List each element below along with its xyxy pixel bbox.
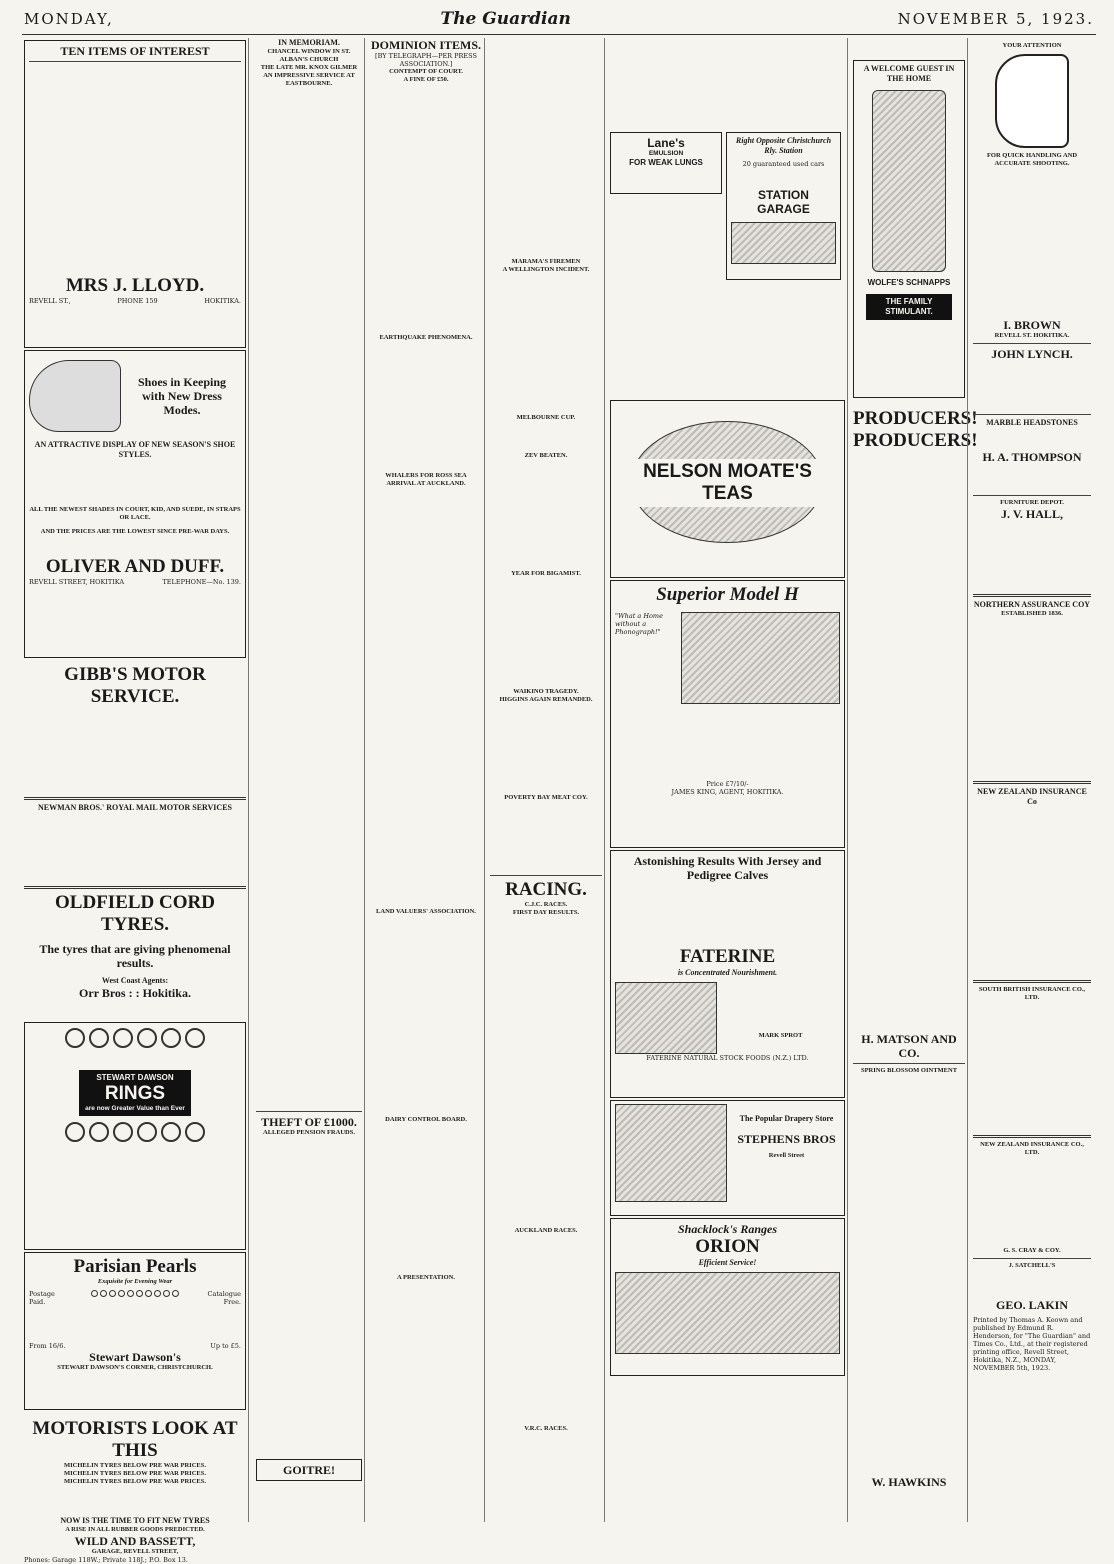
body-text (24, 708, 246, 794)
brown-address: REVELL ST. HOKITIKA. (994, 332, 1070, 339)
michelin-line-2: MICHELIN TYRES BELOW PRE WAR PRICES. (64, 1470, 206, 1477)
lanes-column (610, 130, 722, 398)
body-text (973, 428, 1091, 450)
matson-name: H. MATSON AND CO. (861, 1032, 957, 1060)
faterine-foods-line: FATERINE NATURAL STOCK FOODS (N.Z.) LTD. (646, 1054, 809, 1062)
orion-label: ORION (695, 1236, 760, 1257)
divider (973, 1135, 1091, 1138)
masthead-rule (22, 34, 1096, 35)
land-valuers-heading: LAND VALUERS' ASSOCIATION. (376, 908, 476, 915)
established-line: ESTABLISHED 1836. (1001, 610, 1063, 617)
column-3 (370, 38, 482, 1522)
emulsion-label: EMULSION (648, 150, 684, 157)
printer-imprint: Printed by Thomas A. Keown and published by Edmund R. Henderson, for "The Guardian" and Times Co., Ltd., at their registered printing office, Revell Street, Hokitika, N.Z., MONDAY, NOVEMBER 5th, 1923. (973, 1316, 1091, 1372)
column-5 (610, 38, 845, 1522)
memoriam-sub-2: THE LATE MR. KNOX GILMER (260, 64, 358, 71)
wild-bassett-name: WILD AND BASSETT, (74, 1534, 196, 1548)
price-upto: Up to £5. (210, 1342, 241, 1350)
body-text (721, 982, 840, 1032)
now-heading: NOW IS THE TIME TO FIT NEW TYRES (60, 1516, 210, 1525)
nelson-moate-teas-advert (610, 400, 845, 578)
lloyd-advert (24, 40, 246, 348)
body-text (973, 1002, 1091, 1132)
masthead (24, 6, 1094, 32)
body-text (726, 38, 841, 130)
racing-heading: RACING. (505, 879, 587, 900)
body-text (29, 466, 241, 506)
northern-assurance-heading: NORTHERN ASSURANCE COY (973, 600, 1091, 609)
body-text (490, 704, 602, 794)
nz-insurance-heading: NEW ZEALAND INSURANCE Co (977, 787, 1087, 806)
top-adverts-row (610, 38, 845, 130)
oliver-telephone: TELEPHONE—No. 139. (162, 578, 241, 586)
body-text (490, 802, 602, 872)
pointing-hand-icon (995, 54, 1069, 148)
station-column (726, 130, 841, 398)
motorists-heading: MOTORISTS LOOK AT THIS (32, 1418, 238, 1461)
shoes-row (29, 360, 241, 432)
lanes-station-row (610, 130, 845, 398)
body-text (615, 886, 840, 946)
concentrated-label: is Concentrated Nourishment. (677, 968, 778, 977)
body-text (370, 84, 482, 334)
parisian-heading: Parisian Pearls (73, 1256, 197, 1277)
stephens-bros-name: STEPHENS BROS (737, 1132, 836, 1146)
masthead-paper-title: The Guardian (440, 9, 571, 29)
press-association-line: [BY TELEGRAPH—PER PRESS ASSOCIATION.] (375, 52, 477, 68)
store-illustration (615, 1104, 727, 1202)
zev-heading: ZEV BEATEN. (524, 452, 568, 459)
schnapps-bottle-illustration (872, 90, 946, 272)
used-cars-line: 20 guaranteed used cars (742, 160, 825, 168)
michelin-line-3: MICHELIN TYRES BELOW PRE WAR PRICES. (64, 1478, 206, 1485)
oliver-duff-name: OLIVER AND DUFF. (45, 556, 225, 577)
satchell-name: J. SATCHELL'S (1008, 1262, 1056, 1269)
bigamist-heading: YEAR FOR BIGAMIST. (511, 570, 581, 577)
calf-illustration (615, 982, 717, 1054)
stocks-line: ALL THE NEWEST SHADES IN COURT, KID, AND SUEDE, IN STRAPS OR LACE. (29, 506, 241, 521)
divider (973, 414, 1091, 415)
column-rule (364, 38, 365, 1522)
first-day-heading: FIRST DAY RESULTS. (512, 909, 580, 916)
maramas-heading: MARAMA'S FIREMEN (511, 258, 581, 265)
attention-advert (973, 42, 1091, 148)
rings-label: RINGS (104, 1083, 166, 1104)
body-text (490, 917, 602, 1227)
divider (973, 343, 1091, 344)
body-text (610, 38, 722, 130)
vrc-heading: V.R.C. RACES. (524, 1425, 568, 1432)
auckland-races-heading: AUCKLAND RACES. (514, 1227, 578, 1234)
stephens-bros-advert (610, 1100, 845, 1216)
lloyd-town: HOKITIKA. (204, 297, 241, 305)
parisian-pearls-advert (24, 1252, 246, 1410)
goitre-advert: GOITRE! (256, 1459, 362, 1481)
hall-name: J. V. HALL, (1001, 507, 1063, 521)
theft-heading: THEFT OF £1000. (261, 1115, 357, 1129)
superior-model-heading: Superior Model H (656, 584, 799, 605)
contempt-heading: CONTEMPT OF COURT. (389, 68, 463, 75)
poverty-bay-heading: POVERTY BAY MEAT COY. (504, 794, 588, 801)
higgins-heading: HIGGINS AGAIN REMANDED. (499, 696, 593, 703)
body-text (610, 196, 722, 396)
column-rule (847, 38, 848, 1522)
lloyd-phone: PHONE 159 (117, 297, 158, 305)
orr-bros: Orr Bros : : Hokitika. (79, 986, 191, 1000)
memoriam-sub-1: CHANCEL WINDOW IN ST. ALBAN'S CHURCH (267, 48, 351, 63)
body-text (490, 38, 602, 258)
body-text (853, 38, 965, 58)
shacklock-heading: Shacklock's Ranges (677, 1222, 777, 1236)
newman-heading: NEWMAN BROS.' ROYAL MAIL MOTOR SERVICES (38, 803, 232, 812)
column-1 (24, 38, 246, 1564)
lloyd-address-row (29, 297, 241, 305)
lloyd-address: REVELL ST., (29, 297, 71, 305)
body-text (24, 1486, 246, 1516)
pearls-row (29, 1290, 241, 1306)
masthead-day: MONDAY, (24, 10, 114, 28)
attention-label: YOUR ATTENTION (1002, 42, 1062, 49)
family-stimulant-label: THE FAMILY STIMULANT. (866, 294, 952, 320)
column-rule (484, 38, 485, 1522)
masthead-date: NOVEMBER 5, 1923. (897, 10, 1094, 28)
catalogue-label: Catalogue Free. (207, 1290, 241, 1306)
divider (853, 1063, 965, 1064)
oliver-contact-row (29, 578, 241, 586)
south-british-heading: SOUTH BRITISH INSURANCE CO., LTD. (978, 986, 1086, 1001)
wild-bassett-phones: Phones: Garage 118W.; Private 118J.; P.O. Box 13. (24, 1556, 188, 1564)
presentation-heading: A PRESENTATION. (397, 1274, 455, 1281)
home-quote: "What a Home without a Phonograph!" (615, 612, 663, 636)
ten-items-heading: TEN ITEMS OF INTEREST (60, 44, 210, 58)
shoes-heading: Shoes in Keeping with New Dress Modes. (137, 375, 227, 417)
whalers-heading: WHALERS FOR ROSS SEA (385, 472, 467, 479)
station-garage-name: STATION GARAGE (757, 188, 810, 216)
dairy-heading: DAIRY CONTROL BOARD. (385, 1116, 467, 1123)
nz-insurance-2-heading: NEW ZEALAND INSURANCE CO., LTD. (980, 1141, 1084, 1156)
dominion-heading: DOMINION ITEMS. (370, 38, 481, 52)
body-text (490, 578, 602, 688)
body-text (973, 1157, 1091, 1247)
divider (490, 875, 602, 876)
agents-label: West Coast Agents: (101, 976, 169, 985)
revell-street-label: Revell Street (768, 1152, 805, 1159)
cjc-heading: C.J.C. RACES. (524, 901, 568, 908)
display-heading: AN ATTRACTIVE DISPLAY OF NEW SEASON'S SHOE STYLES. (34, 440, 236, 459)
oliver-duff-advert (24, 350, 246, 658)
rings-banner (79, 1070, 191, 1116)
memoriam-heading: IN MEMORIAM. (278, 38, 340, 47)
oldfield-heading: OLDFIELD CORD TYRES. (55, 892, 215, 935)
michelin-line-1: MICHELIN TYRES BELOW PRE WAR PRICES. (64, 1462, 206, 1469)
body-text (853, 452, 965, 1032)
arrival-heading: ARRIVAL AT AUCKLAND. (386, 480, 466, 487)
lanes-emulsion-advert (610, 132, 722, 194)
wolfes-schnapps-advert (853, 60, 965, 398)
divider (24, 797, 246, 800)
lloyd-name: MRS J. LLOYD. (65, 275, 205, 296)
body-text (973, 1270, 1091, 1298)
body-text (256, 1137, 362, 1457)
gibbs-heading: GIBB'S MOTOR SERVICE. (64, 664, 206, 707)
faterine-advert (610, 850, 845, 1098)
memoriam-sub-3: AN IMPRESSIVE SERVICE AT EASTBOURNE. (263, 72, 355, 87)
column-2 (256, 38, 362, 1522)
body-text (24, 1000, 246, 1020)
faterine-label: FATERINE (679, 946, 776, 967)
furniture-heading: FURNITURE DEPOT. (1000, 499, 1064, 506)
hawkins-name: W. HAWKINS (871, 1475, 947, 1489)
phonograph-illustration (681, 612, 840, 704)
body-text (973, 168, 1091, 318)
price-range-row (29, 1342, 241, 1350)
oldfield-tagline: The tyres that are giving phenomenal results. (39, 942, 231, 970)
phonograph-price: Price £7/10/- (706, 780, 749, 788)
column-rule (604, 38, 605, 1522)
car-illustration (731, 222, 836, 264)
faterine-row (615, 982, 840, 1054)
cup-heading: MELBOURNE CUP. (516, 414, 576, 421)
body-text (370, 1282, 482, 1422)
rings-subtitle: are now Greater Value than Ever (85, 1105, 185, 1112)
exquisite-line: Exquisite for Evening Wear (97, 1278, 173, 1285)
pearl-necklace (90, 1290, 180, 1306)
marble-heading: MARBLE HEADSTONES (986, 418, 1078, 427)
body-text (490, 274, 602, 414)
body-text (370, 342, 482, 472)
body-text (370, 916, 482, 1116)
rings-row-bottom (29, 1120, 241, 1160)
shoe-illustration (29, 360, 121, 432)
postage-label: Postage Paid. (29, 1290, 55, 1306)
body-text (490, 1433, 602, 1473)
producers-heading: PRODUCERS! PRODUCERS! (853, 408, 978, 451)
body-text (853, 1075, 965, 1475)
column-rule (248, 38, 249, 1522)
divider (256, 1111, 362, 1112)
body-text (726, 282, 841, 398)
rings-row-top (29, 1026, 241, 1066)
divider (973, 495, 1091, 496)
stewart-dawson-rings-advert (24, 1022, 246, 1250)
efficient-service-label: Efficient Service! (698, 1258, 757, 1267)
phonograph-row (615, 612, 840, 704)
lynch-name: JOHN LYNCH. (991, 347, 1073, 361)
column-rule (967, 38, 968, 1522)
body-text (29, 65, 241, 275)
quick-handling-line: FOR QUICK HANDLING AND ACCURATE SHOOTING. (986, 152, 1078, 167)
right-opposite-line: Right Opposite Christchurch Rly. Station (735, 136, 832, 155)
body-text (490, 460, 602, 570)
oliver-address: REVELL STREET, HOKITIKA (29, 578, 125, 586)
stephens-text (733, 1104, 840, 1212)
column-6 (853, 38, 978, 1522)
divider (973, 980, 1091, 983)
body-text (973, 361, 1091, 411)
incident-heading: A WELLINGTON INCIDENT. (502, 266, 590, 273)
popular-drapery: The Popular Drapery Store (739, 1114, 834, 1123)
fine-heading: A FINE OF £50. (403, 76, 449, 83)
body-text (370, 488, 482, 908)
body-text (370, 1124, 482, 1274)
nelson-moate-label: NELSON MOATE'S TEAS (615, 459, 840, 507)
thompson-name: H. A. THOMPSON (982, 450, 1082, 464)
body-text (256, 88, 362, 1108)
prices-line: AND THE PRICES ARE THE LOWEST SINCE PRE-WAR DAYS. (40, 528, 230, 535)
lanes-label: Lane's (647, 136, 685, 150)
earthquake-heading: EARTHQUAKE PHENOMENA. (379, 334, 473, 341)
james-king-agent: JAMES KING, AGENT, HOKITIKA. (671, 788, 784, 796)
divider (973, 1258, 1091, 1259)
column-7 (973, 38, 1091, 1522)
wild-bassett-address: GARAGE, REVELL STREET, (91, 1548, 179, 1555)
stewart-dawsons-name: Stewart Dawson's (89, 1350, 181, 1364)
lakin-name: GEO. LAKIN (995, 1298, 1068, 1312)
astonishing-heading: Astonishing Results With Jersey and Pedigree Calves (633, 854, 822, 882)
divider (973, 781, 1091, 784)
column-4 (490, 38, 602, 1522)
welcome-heading: A WELCOME GUEST IN THE HOME (863, 64, 955, 83)
waikino-heading: WAIKINO TRAGEDY. (513, 688, 579, 695)
price-from: From 16/6. (29, 1342, 66, 1350)
body-text (973, 464, 1091, 492)
divider (973, 594, 1091, 597)
theft-subheading: ALLEGED PENSION FRAUDS. (263, 1129, 355, 1136)
body-text (973, 521, 1091, 591)
divider (29, 61, 241, 62)
stewart-dawson-label: STEWART DAWSON (96, 1073, 174, 1082)
spring-blossom-heading: SPRING BLOSSOM OINTMENT (860, 1067, 958, 1074)
body-text (24, 813, 246, 883)
mark-sprot-name: MARK SPROT (758, 1032, 803, 1039)
rise-line: A RISE IN ALL RUBBER GOODS PREDICTED. (65, 1526, 205, 1533)
brown-name: I. BROWN (1003, 318, 1061, 332)
stewart-dawson-corner: STEWART DAWSON'S CORNER, CHRISTCHURCH. (57, 1364, 213, 1371)
wolfes-schnapps-label: WOLFE'S SCHNAPPS (867, 278, 951, 287)
station-garage-advert (726, 132, 841, 280)
weak-lungs-label: FOR WEAK LUNGS (629, 158, 703, 167)
divider (24, 886, 246, 889)
faterine-side (721, 982, 840, 1054)
body-text (615, 710, 840, 780)
range-illustration (615, 1272, 840, 1354)
cray-name: G. S. CRAY & COY. (1003, 1247, 1061, 1254)
phonograph-advert (610, 580, 845, 848)
body-text (490, 422, 602, 452)
body-text (973, 618, 1091, 778)
body-text (490, 1235, 602, 1425)
body-text (973, 807, 1091, 977)
shacklock-advert (610, 1218, 845, 1376)
